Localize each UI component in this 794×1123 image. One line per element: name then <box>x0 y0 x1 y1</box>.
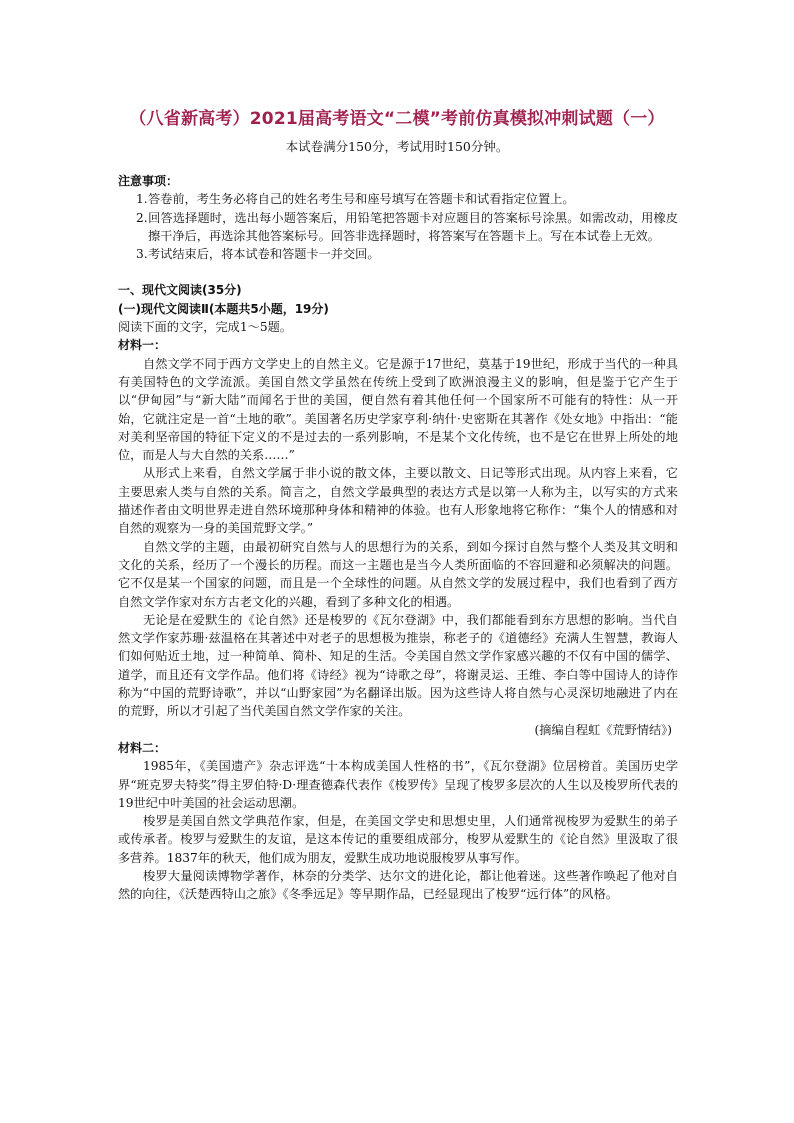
material-two-paragraph: 梭罗是美国自然文学典范作家，但是，在美国文学史和思想史里，人们通常视梭罗为爱默生的弟子或传承者。梭罗与爱默生的友谊，是这本传记的重要组成部分，梭罗从爱默生的《论自然》里汲取了很多营养。1837年的秋天，他们成为朋友，爱默生成功地说服梭罗从事写作。 <box>118 814 678 865</box>
page-title: （八省新高考）2021届高考语文“二模”考前仿真模拟冲刺试题（一） <box>129 109 665 129</box>
notes-heading: 注意事项： <box>118 174 179 188</box>
spacer <box>118 263 678 281</box>
material-one-paragraph: 自然文学不同于西方文学史上的自然主义。它是源于17世纪，莫基于19世纪，形成于当代的一种具有美国特色的文学流派。美国自然文学虽然在传统上受到了欧洲浪漫主义的影响，但是鉴于它产生于以“伊甸园”与“新大陆”而闻名于世的美国，便自然有着其他任何一个国家所不可能有的特性：从一开始，它就注定是一首“土地的歌”。美国著名历史学家亨利·纳什·史密斯在其著作《处女地》中指出：“能对美利坚帝国的特征下定义的不是过去的一系列影响，不是某个文化传统，也不是它在世界上所处的地位，而是人与大自然的关系……” <box>118 356 678 463</box>
material-one-paragraph: 从形式上来看，自然文学属于非小说的散文体，主要以散文、日记等形式出现。从内容上来看，它主要思索人类与自然的关系。简言之，自然文学最典型的表达方式是以第一人称为主，以写实的方式来描述作者由文明世界走进自然环境那种身体和精神的体验。也有人形象地将它称作：“集个人的情感和对自然的观察为一身的美国荒野文学。” <box>118 466 678 536</box>
exam-info: 本试卷满分150分，考试用时150分钟。 <box>285 139 509 154</box>
note-number: 3. <box>136 247 148 262</box>
note-number: 1. <box>136 192 148 207</box>
note-item <box>118 190 678 208</box>
material-two-paragraph: 梭罗大量阅读博物学著作，林奈的分类学、达尔文的进化论，都让他着迷。这些著作唤起了他对自然的向往，《沃楚西特山之旅》《冬季远足》等早期作品，已经显现出了梭罗“远行体”的风格。 <box>118 868 678 902</box>
note-number: 2. <box>136 210 148 225</box>
material-one-source: (摘编自程虹《荒野情结》) <box>534 722 672 737</box>
note-text: 考试结束后，将本试卷和答题卡一并交回。 <box>148 247 380 262</box>
section-subheading: (一)现代文阅读Ⅱ(本题共5小题，19分) <box>118 301 329 316</box>
note-text: 答卷前，考生务必将自己的姓名考生号和座号填写在答题卡和试看指定位置上。 <box>148 192 575 207</box>
notes-list <box>118 190 678 263</box>
material-one-paragraph: 无论是在爱默生的《论自然》还是梭罗的《瓦尔登湖》中，我们都能看到东方思想的影响。当代自然文学作家苏珊·兹温格在其著述中对老子的思想极为推崇，称老子的《道德经》充满人生智慧，教诲人们如何贴近土地，过一种简单、简朴、知足的生活。令美国自然文学作家感兴趣的不仅有中国的儒学、道学，而且还有文学作品。他们将《诗经》视为“诗歌之母”，将谢灵运、王维、李白等中国诗人的诗作称为“中国的荒野诗歌”，并以“山野家园”为名翻译出版。因为这些诗人将自然与心灵深切地融进了内在的荒野，所以才引起了当代美国自然文学作家的关注。 <box>118 612 678 719</box>
material-one-label: 材料一： <box>118 338 167 353</box>
note-item <box>118 209 678 246</box>
material-two-paragraph: 1985年，《美国遗产》杂志评选“十本构成美国人性格的书”，《瓦尔登湖》位居榜首。美国历史学界“班克罗夫特奖”得主罗伯特·D·理查德森代表作《梭罗传》呈现了梭罗多层次的人生以及梭罗所代表的19世纪中叶美国的社会运动思潮。 <box>118 759 678 810</box>
section-heading: 一、现代文阅读(35分) <box>118 283 242 298</box>
note-item <box>118 245 678 263</box>
material-one-paragraph: 自然文学的主题，由最初研究自然与人的思想行为的关系，到如今探讨自然与整个人类及其文明和文化的关系，经历了一个漫长的历程。而这一主题也是当今人类所面临的不容回避和必须解决的问题。它不仅是某一个国家的问题，而且是一个全球性的问题。从自然文学的发展过程中，我们也看到了西方自然文学作家对东方古老文化的兴趣，看到了多种文化的相遇。 <box>118 539 678 609</box>
exam-content <box>118 172 678 904</box>
section-instruction: 阅读下面的文字，完成1～5题。 <box>118 320 292 335</box>
material-two-label: 材料二： <box>118 740 167 755</box>
note-text: 回答选择题时，选出每小题答案后，用铅笔把答题卡对应题目的答案标号涂黑。如需改动，用橡皮擦干净后，再选涂其他答案标号。回答非选择题时，将答案写在答题卡上。写在本试卷上无效。 <box>148 210 678 243</box>
